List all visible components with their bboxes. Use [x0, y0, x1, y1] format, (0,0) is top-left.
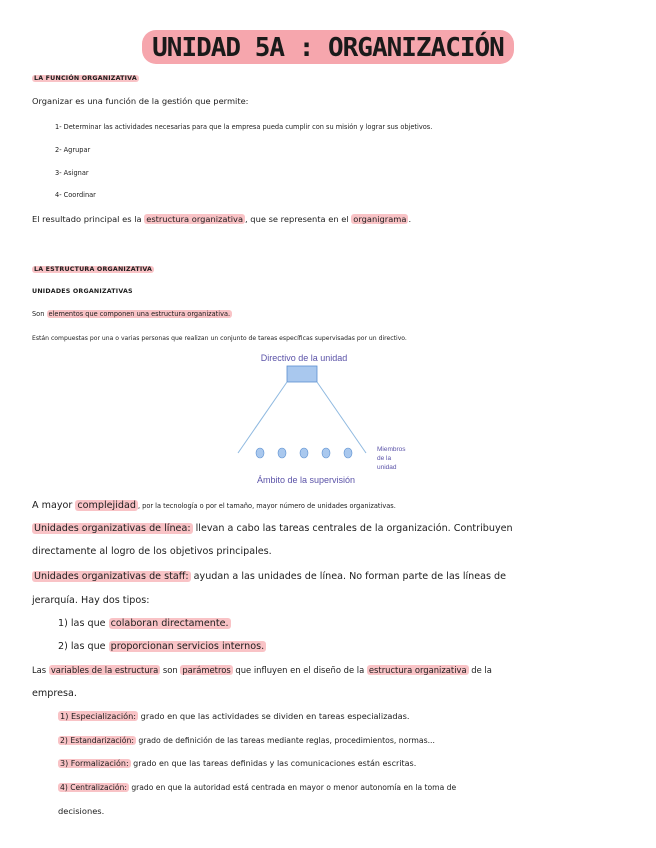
variable-item: 3) Formalización: grado en que las tareas definidas y las comunicaciones están escritas. — [60, 759, 417, 768]
section3-variables-2: empresa. — [32, 688, 77, 699]
page-title-wrap — [0, 30, 656, 64]
section3-variables: Las variables de la estructura son parámetros que influyen en el diseño de la estructura organizativa de la — [32, 665, 492, 675]
section3-linea-2: directamente al logro de los objetivos principales. — [32, 546, 272, 557]
section1-item: 4- Coordinar — [55, 191, 96, 199]
staff-item: 1) las que colaboran directamente. — [58, 618, 229, 629]
section2-definition: Son elementos que componen una estructura organizativa. — [32, 310, 231, 318]
member-circle — [278, 448, 286, 458]
variable-item-4-line-2: decisiones. — [58, 806, 105, 816]
diagram-side-label: de la — [377, 455, 392, 462]
section3-staff: Unidades organizativas de staff: ayudan a las unidades de línea. No forman parte de las líneas de — [34, 571, 507, 582]
supervision-diagram — [0, 345, 656, 495]
section2-composed: Están compuestas por una o varias personas que realizan un conjunto de tareas específicas supervisadas por un directivo. — [32, 335, 407, 342]
section-subheading-unidades: UNIDADES ORGANIZATIVAS — [32, 288, 133, 295]
directive-box — [287, 366, 317, 382]
section1-item: 1- Determinar las actividades necesarias para que la empresa pueda cumplir con su misión y lograr sus objetivos. — [55, 123, 433, 131]
diagram-left-line — [238, 382, 287, 453]
staff-item: 2) las que proporcionan servicios internos. — [58, 641, 265, 652]
diagram-right-line — [317, 382, 366, 453]
section1-item: 2- Agrupar — [55, 146, 91, 154]
section1-intro: Organizar es una función de la gestión que permite: — [32, 96, 249, 106]
members-group — [256, 448, 352, 458]
section1-item: 3- Asignar — [55, 169, 89, 177]
variable-item: 1) Especialización: grado en que las actividades se dividen en tareas especializadas. — [60, 711, 410, 721]
section-heading-estructura: LA ESTRUCTURA ORGANIZATIVA — [34, 266, 153, 273]
section3-staff-2: jerarquía. Hay dos tipos: — [32, 595, 150, 606]
variable-item: 4) Centralización: grado en que la autoridad está centrada en mayor o menor autonomía en la toma de — [60, 783, 457, 792]
diagram-bottom-label: Ámbito de la supervisión — [256, 475, 356, 485]
diagram-top-label: Directivo de la unidad — [260, 353, 348, 363]
variable-item: 2) Estandarización: grado de definición de las tareas mediante reglas, procedimientos, normas... — [60, 736, 435, 745]
member-circle — [256, 448, 264, 458]
diagram-side-label: Miembros — [377, 446, 406, 453]
section3-linea: Unidades organizativas de línea: llevan a cabo las tareas centrales de la organización. Contribuyen — [34, 523, 513, 534]
diagram-side-label: unidad — [377, 464, 397, 471]
section-heading-funcion: LA FUNCIÓN ORGANIZATIVA — [34, 75, 137, 82]
member-circle — [322, 448, 330, 458]
member-circle — [300, 448, 308, 458]
page-title: UNIDAD 5A : ORGANIZACIÓN — [142, 30, 514, 64]
section3-complexity: A mayor complejidad , por la tecnología o por el tamaño, mayor número de unidades organizativas. — [32, 500, 396, 511]
member-circle — [344, 448, 352, 458]
section1-result: El resultado principal es la estructura organizativa , que se representa en el organigrama . — [32, 214, 412, 224]
